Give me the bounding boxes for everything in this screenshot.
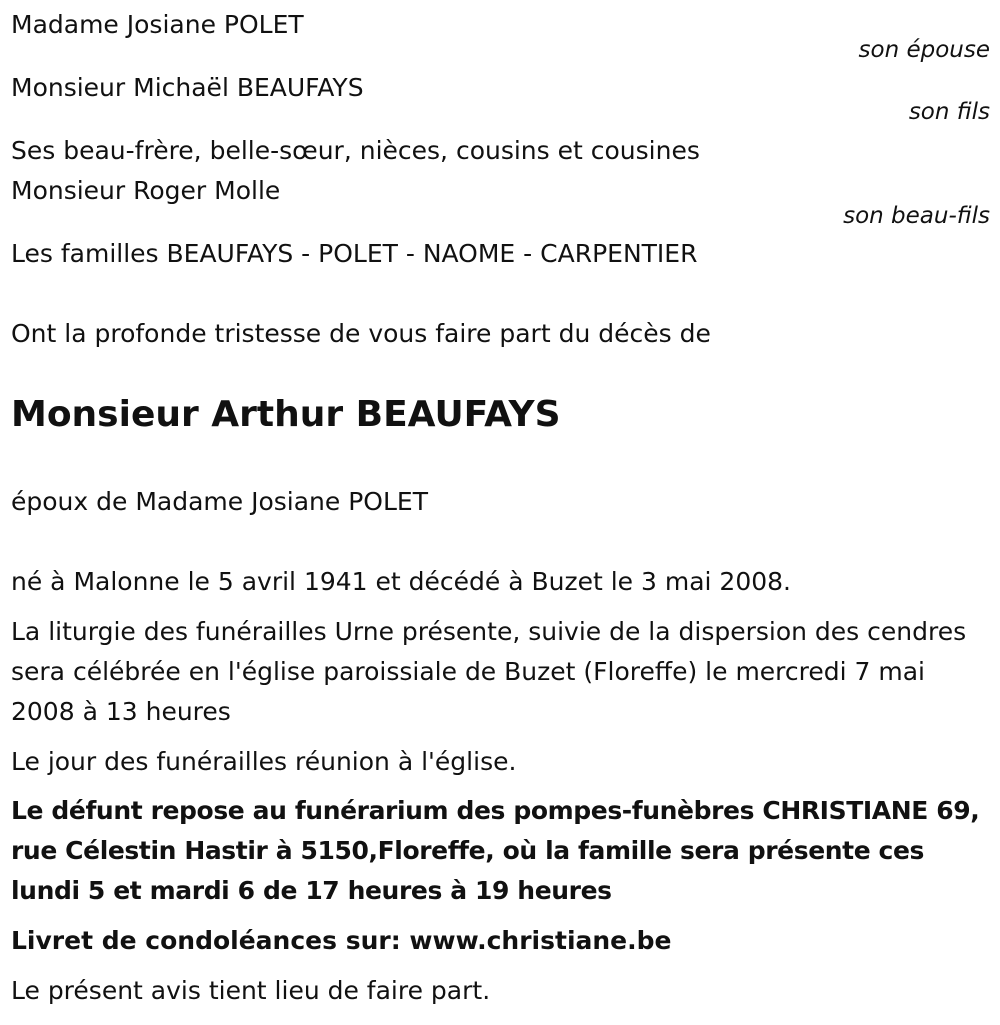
family-member-name: Ses beau-frère, belle-sœur, nièces, cousins et cousines [11,136,700,165]
closing-line: Le présent avis tient lieu de faire part. [11,976,491,1005]
deceased-name: Monsieur Arthur BEAUFAYS [11,394,561,435]
family-member-role: son épouse [858,37,990,63]
birth-death-line: né à Malonne le 5 avril 1941 et décédé à Buzet le 3 mai 2008. [11,567,791,596]
family-member-role: son fils [908,99,990,125]
family-member-name: Monsieur Michaël BEAUFAYS [11,73,364,102]
family-member-name: Monsieur Roger Molle [11,176,281,205]
spouse-line: époux de Madame Josiane POLET [11,487,428,516]
funerarium-paragraph: Le défunt repose au funérarium des pompes-funèbres CHRISTIANE 69, rue Célestin Hastir à 5150,Floreffe, où la famille sera présente ces lundi 5 et mardi 6 de 17 heures à 19 heures [11,796,980,905]
liturgy-paragraph: La liturgie des funérailles Urne présente, suivie de la dispersion des cendres sera célébrée en l'église paroissiale de Buzet (Floreffe) le mercredi 7 mai 2008 à 13 heures [11,617,967,726]
family-member-name: Madame Josiane POLET [11,10,304,39]
family-member-name: Les familles BEAUFAYS - POLET - NAOME - CARPENTIER [11,239,698,268]
reunion-line: Le jour des funérailles réunion à l'église. [11,747,517,776]
family-member-role: son beau-fils [843,203,990,229]
announcement-intro: Ont la profonde tristesse de vous faire part du décès de [11,319,711,348]
condolences-line: Livret de condoléances sur: www.christiane.be [11,926,672,955]
